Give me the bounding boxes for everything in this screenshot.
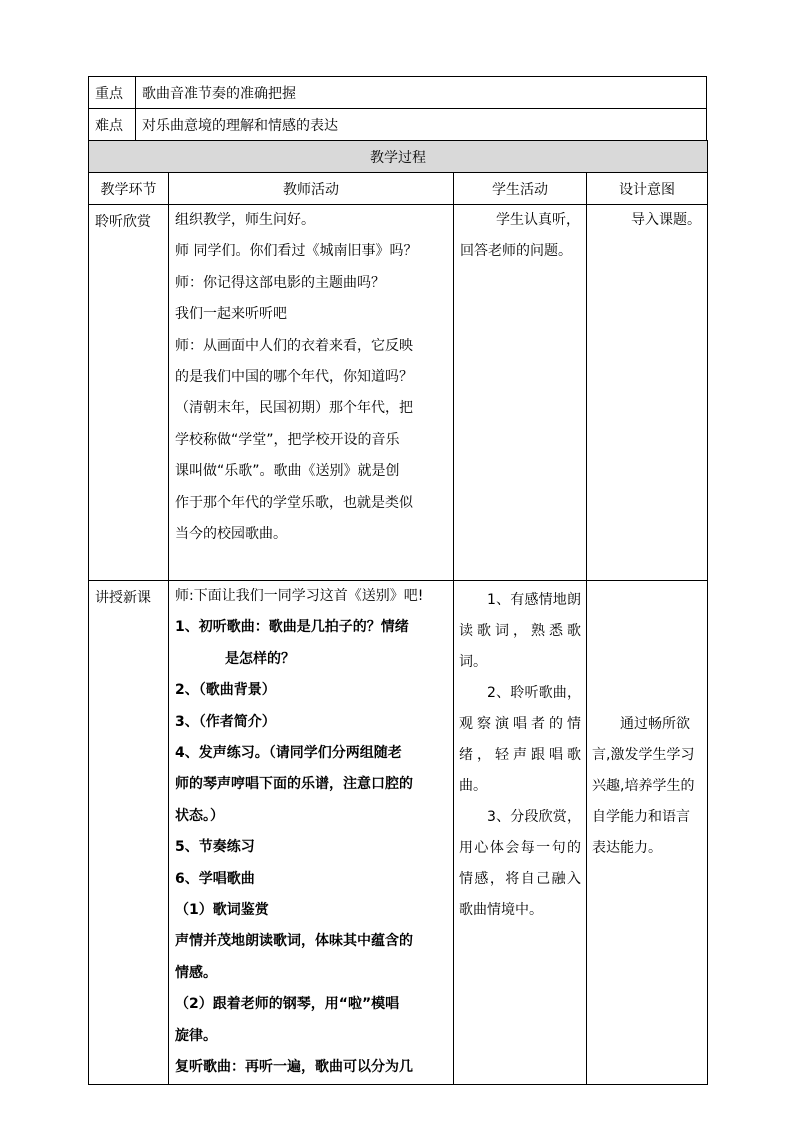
key-point-label: 重点 <box>89 77 136 109</box>
key-point-row <box>89 77 707 109</box>
student-activity-2: 1、有感情地朗读歌词，熟悉歌词。 2、聆听歌曲，观察演唱者的情绪，轻声跟唱歌曲。 3、分段欣赏，用心体会每一句的情感，将自己融入歌曲情境中。 <box>454 581 587 1085</box>
table-row <box>89 205 708 581</box>
student-activity-1: 学生认真听， 回答老师的问题。 <box>454 205 587 581</box>
key-point-text: 歌曲音准节奏的准确把握 <box>136 77 707 109</box>
teacher-activity-1: 组织教学，师生问好。 师 同学们。你们看过《城南旧事》吗？ 师：你记得这部电影的主题曲吗？ 我们一起来听听吧 师：从画面中人们的衣着来看，它反映 的是我们中国的哪个年代，你知道吗？ （清朝末年，民国初期）那个年代，把 学校称做“学堂”，把学校开设的音乐 课叫做“乐歌”。歌曲《送别》就是创 作于那个年代的学堂乐歌，也就是类似 当今的校园歌曲。 <box>169 205 454 581</box>
design-intent-1: 导入课题。 <box>587 205 708 581</box>
teaching-process-table <box>88 140 708 1085</box>
difficulty-text: 对乐曲意境的理解和情感的表达 <box>136 109 707 141</box>
header-design: 设计意图 <box>587 173 708 205</box>
stage-new-lesson: 讲授新课 <box>89 581 169 1085</box>
header-student: 学生活动 <box>454 173 587 205</box>
difficulty-label: 难点 <box>89 109 136 141</box>
table-header-row <box>89 173 708 205</box>
header-teacher: 教师活动 <box>169 173 454 205</box>
table-row <box>89 581 708 1085</box>
stage-listening: 聆听欣赏 <box>89 205 169 581</box>
teacher-activity-2: 师:下面让我们一同学习这首《送别》吧! 1、初听歌曲：歌曲是几拍子的？情绪 是怎样的？ 2、（歌曲背景） 3、（作者简介） 4、发声练习。（请同学们分两组随老 师的琴声哼唱下面的乐谱，注意口腔的 状态。） 5、节奏练习 6、学唱歌曲 （1）歌词鉴赏 声情并茂地朗读歌词，体味其中蕴含的 情感。 （2）跟着老师的钢琴，用“啦”模唱 旋律。 复听歌曲：再听一遍，歌曲可以分为几 <box>169 581 454 1085</box>
header-stage: 教学环节 <box>89 173 169 205</box>
design-intent-2: 通过畅所欲言,激发学生学习兴趣,培养学生的自学能力和语言表达能力。 <box>587 581 708 1085</box>
key-points-table <box>88 76 707 141</box>
teaching-process-banner: 教学过程 <box>89 141 708 173</box>
difficulty-row <box>89 109 707 141</box>
